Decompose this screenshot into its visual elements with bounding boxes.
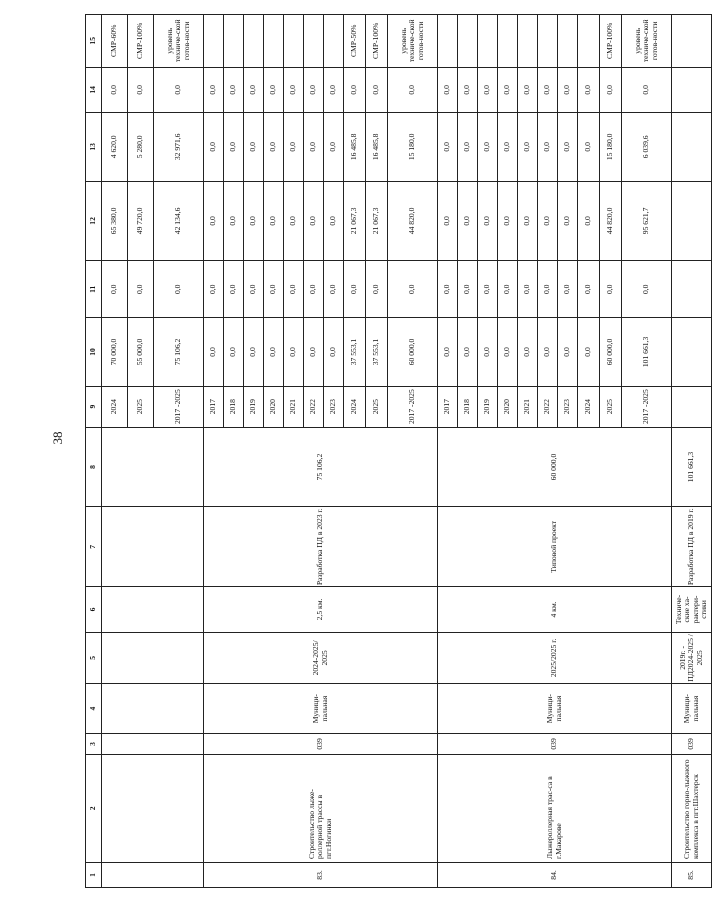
value-cell-col12: 21 067,3 xyxy=(344,181,366,261)
empty-cell-col6 xyxy=(102,587,204,633)
year-cell: 2022 xyxy=(538,386,558,427)
value-cell-col15: уровень техниче-ской готов-ности xyxy=(388,15,438,68)
value-cell-col15 xyxy=(458,15,478,68)
value-cell-col10: 0,0 xyxy=(244,318,264,386)
value-cell-col14: 0,0 xyxy=(224,67,244,113)
value-cell-col11: 0,0 xyxy=(478,261,498,318)
rotated-table-frame xyxy=(85,14,708,888)
value-cell-col11: 0,0 xyxy=(102,261,128,318)
value-cell-col15: СМР-50% xyxy=(344,15,366,68)
value-cell-col15 xyxy=(538,15,558,68)
value-cell-col12: 0,0 xyxy=(284,181,304,261)
empty-cell-col11 xyxy=(672,261,712,318)
value-cell-col10: 0,0 xyxy=(284,318,304,386)
year-cell: 2023 xyxy=(558,386,578,427)
value-cell-col10: 0,0 xyxy=(438,318,458,386)
value-cell-col14: 0,0 xyxy=(622,67,672,113)
value-cell-col11: 0,0 xyxy=(578,261,600,318)
value-cell-col10: 0,0 xyxy=(518,318,538,386)
object-period: 2019г. - ПД2024-2025 / 2025 xyxy=(672,632,712,683)
value-cell-col11: 0,0 xyxy=(558,261,578,318)
year-cell: 2019 xyxy=(244,386,264,427)
value-cell-col11: 0,0 xyxy=(366,261,388,318)
value-cell-col15: уровень техниче-ской готов-ности xyxy=(622,15,672,68)
value-cell-col13: 0,0 xyxy=(498,113,518,181)
value-cell-col11: 0,0 xyxy=(518,261,538,318)
object-capacity: 2,5 км. xyxy=(204,587,438,633)
year-cell: 2022 xyxy=(304,386,324,427)
value-cell-col11: 0,0 xyxy=(498,261,518,318)
object-code: 039 xyxy=(672,734,712,755)
empty-cell-col1 xyxy=(102,862,204,887)
object-cost: 60 000,0 xyxy=(438,427,672,507)
column-header-5: 5 xyxy=(86,632,102,683)
object-ownership: Муници-пальная xyxy=(204,684,438,734)
value-cell-col10: 0,0 xyxy=(224,318,244,386)
object-period: 2025/2025 г. xyxy=(438,632,672,683)
value-cell-col10: 55 000,0 xyxy=(128,318,154,386)
value-cell-col13: 0,0 xyxy=(558,113,578,181)
table-row xyxy=(438,15,458,888)
investment-objects-table xyxy=(85,14,712,888)
value-cell-col13: 0,0 xyxy=(438,113,458,181)
column-header-15: 15 xyxy=(86,15,102,68)
value-cell-col10: 37 553,1 xyxy=(366,318,388,386)
empty-cell-col2 xyxy=(102,754,204,862)
value-cell-col12: 0,0 xyxy=(538,181,558,261)
value-cell-col12: 0,0 xyxy=(478,181,498,261)
value-cell-col10: 37 553,1 xyxy=(344,318,366,386)
value-cell-col15 xyxy=(518,15,538,68)
value-cell-col12: 21 067,3 xyxy=(366,181,388,261)
value-cell-col13: 0,0 xyxy=(284,113,304,181)
year-cell: 2017 xyxy=(204,386,224,427)
value-cell-col11: 0,0 xyxy=(204,261,224,318)
object-docs: Типовой проект xyxy=(438,507,672,587)
empty-cell-col13 xyxy=(672,113,712,181)
value-cell-col14: 0,0 xyxy=(344,67,366,113)
column-header-8: 8 xyxy=(86,427,102,507)
value-cell-col10: 0,0 xyxy=(264,318,284,386)
value-cell-col10: 0,0 xyxy=(204,318,224,386)
object-ownership: Муници-пальная xyxy=(438,684,672,734)
year-cell: 2025 xyxy=(366,386,388,427)
column-header-9: 9 xyxy=(86,386,102,427)
year-cell: 2024 xyxy=(578,386,600,427)
value-cell-col10: 101 661,3 xyxy=(622,318,672,386)
value-cell-col13: 16 485,8 xyxy=(344,113,366,181)
column-header-6: 6 xyxy=(86,587,102,633)
object-capacity: 4 км. xyxy=(438,587,672,633)
value-cell-col14: 0,0 xyxy=(366,67,388,113)
year-cell: 2021 xyxy=(284,386,304,427)
value-cell-col12: 95 621,7 xyxy=(622,181,672,261)
value-cell-col13: 32 971,6 xyxy=(154,113,204,181)
value-cell-col13: 0,0 xyxy=(458,113,478,181)
year-cell: 2025 xyxy=(128,386,154,427)
value-cell-col15: СМР-60% xyxy=(102,15,128,68)
column-header-13: 13 xyxy=(86,113,102,181)
value-cell-col13: 0,0 xyxy=(324,113,344,181)
value-cell-col10: 0,0 xyxy=(538,318,558,386)
value-cell-col12: 0,0 xyxy=(558,181,578,261)
value-cell-col12: 0,0 xyxy=(578,181,600,261)
value-cell-col15: СМР-100% xyxy=(128,15,154,68)
year-cell: 2017 xyxy=(438,386,458,427)
value-cell-col14: 0,0 xyxy=(478,67,498,113)
value-cell-col11: 0,0 xyxy=(622,261,672,318)
value-cell-col14: 0,0 xyxy=(244,67,264,113)
value-cell-col10: 70 000,0 xyxy=(102,318,128,386)
value-cell-col14: 0,0 xyxy=(388,67,438,113)
value-cell-col10: 0,0 xyxy=(458,318,478,386)
value-cell-col13: 5 280,0 xyxy=(128,113,154,181)
value-cell-col11: 0,0 xyxy=(154,261,204,318)
object-name: Лыжероллерная трас-са в г.Макарове xyxy=(438,754,672,862)
value-cell-col10: 0,0 xyxy=(498,318,518,386)
value-cell-col14: 0,0 xyxy=(304,67,324,113)
value-cell-col12: 0,0 xyxy=(498,181,518,261)
empty-cell-col3 xyxy=(102,734,204,755)
value-cell-col11: 0,0 xyxy=(600,261,622,318)
value-cell-col11: 0,0 xyxy=(458,261,478,318)
empty-cell-col15 xyxy=(672,15,712,68)
value-cell-col15 xyxy=(438,15,458,68)
year-cell: 2019 xyxy=(478,386,498,427)
value-cell-col15 xyxy=(244,15,264,68)
value-cell-col15: СМР-100% xyxy=(366,15,388,68)
object-ownership: Муници-пальная xyxy=(672,684,712,734)
object-number: 83. xyxy=(204,862,438,887)
value-cell-col13: 6 039,6 xyxy=(622,113,672,181)
column-header-1: 1 xyxy=(86,862,102,887)
value-cell-col14: 0,0 xyxy=(204,67,224,113)
empty-cell-col10 xyxy=(672,318,712,386)
value-cell-col14: 0,0 xyxy=(102,67,128,113)
value-cell-col11: 0,0 xyxy=(438,261,458,318)
value-cell-col15 xyxy=(264,15,284,68)
value-cell-col15 xyxy=(478,15,498,68)
value-cell-col13: 0,0 xyxy=(518,113,538,181)
object-capacity: Техниче-ские ха-рактери-стики xyxy=(672,587,712,633)
year-cell: 2020 xyxy=(264,386,284,427)
value-cell-col10: 60 000,0 xyxy=(388,318,438,386)
year-cell: 2017 -2025 xyxy=(622,386,672,427)
object-cost: 101 661,3 xyxy=(672,427,712,507)
table-row xyxy=(102,15,128,888)
empty-cell-col12 xyxy=(672,181,712,261)
object-number: 85. xyxy=(672,862,712,887)
value-cell-col13: 15 180,0 xyxy=(388,113,438,181)
value-cell-col13: 0,0 xyxy=(204,113,224,181)
object-docs: Разработка ПД в 2019 г. xyxy=(672,507,712,587)
year-cell: 2020 xyxy=(498,386,518,427)
value-cell-col10: 0,0 xyxy=(558,318,578,386)
value-cell-col11: 0,0 xyxy=(128,261,154,318)
column-header-11: 11 xyxy=(86,261,102,318)
value-cell-col14: 0,0 xyxy=(284,67,304,113)
object-period: 2024-2025/ 2025 xyxy=(204,632,438,683)
value-cell-col12: 0,0 xyxy=(458,181,478,261)
value-cell-col11: 0,0 xyxy=(224,261,244,318)
value-cell-col13: 16 485,8 xyxy=(366,113,388,181)
value-cell-col15 xyxy=(324,15,344,68)
value-cell-col15 xyxy=(578,15,600,68)
value-cell-col12: 0,0 xyxy=(244,181,264,261)
value-cell-col13: 0,0 xyxy=(224,113,244,181)
value-cell-col13: 0,0 xyxy=(478,113,498,181)
value-cell-col11: 0,0 xyxy=(284,261,304,318)
empty-cell-col4 xyxy=(102,684,204,734)
value-cell-col12: 44 820,0 xyxy=(600,181,622,261)
empty-cell-col8 xyxy=(102,427,204,507)
empty-cell-col9 xyxy=(672,386,712,427)
value-cell-col15 xyxy=(558,15,578,68)
year-cell: 2025 xyxy=(600,386,622,427)
empty-cell-col5 xyxy=(102,632,204,683)
year-cell: 2017 -2025 xyxy=(388,386,438,427)
value-cell-col14: 0,0 xyxy=(538,67,558,113)
value-cell-col14: 0,0 xyxy=(324,67,344,113)
value-cell-col13: 0,0 xyxy=(244,113,264,181)
value-cell-col14: 0,0 xyxy=(558,67,578,113)
value-cell-col12: 0,0 xyxy=(438,181,458,261)
value-cell-col11: 0,0 xyxy=(324,261,344,318)
object-code: 039 xyxy=(438,734,672,755)
value-cell-col14: 0,0 xyxy=(498,67,518,113)
value-cell-col14: 0,0 xyxy=(578,67,600,113)
value-cell-col10: 0,0 xyxy=(478,318,498,386)
value-cell-col12: 44 820,0 xyxy=(388,181,438,261)
value-cell-col12: 0,0 xyxy=(324,181,344,261)
value-cell-col14: 0,0 xyxy=(128,67,154,113)
column-header-14: 14 xyxy=(86,67,102,113)
value-cell-col14: 0,0 xyxy=(600,67,622,113)
value-cell-col13: 0,0 xyxy=(264,113,284,181)
column-header-12: 12 xyxy=(86,181,102,261)
empty-cell-col14 xyxy=(672,67,712,113)
value-cell-col10: 60 000,0 xyxy=(600,318,622,386)
year-cell: 2024 xyxy=(344,386,366,427)
value-cell-col15 xyxy=(284,15,304,68)
value-cell-col10: 0,0 xyxy=(304,318,324,386)
value-cell-col11: 0,0 xyxy=(304,261,324,318)
value-cell-col15 xyxy=(498,15,518,68)
header-row xyxy=(86,15,102,888)
object-name: Строительство лыже-роллерной трассы в пгт.Ногинки xyxy=(204,754,438,862)
value-cell-col14: 0,0 xyxy=(518,67,538,113)
value-cell-col12: 0,0 xyxy=(304,181,324,261)
object-row-header xyxy=(672,15,712,888)
year-cell: 2021 xyxy=(518,386,538,427)
value-cell-col11: 0,0 xyxy=(344,261,366,318)
value-cell-col12: 49 720,0 xyxy=(128,181,154,261)
value-cell-col15 xyxy=(224,15,244,68)
object-cost: 75 106,2 xyxy=(204,427,438,507)
value-cell-col13: 0,0 xyxy=(304,113,324,181)
value-cell-col11: 0,0 xyxy=(264,261,284,318)
column-header-2: 2 xyxy=(86,754,102,862)
value-cell-col11: 0,0 xyxy=(244,261,264,318)
value-cell-col12: 42 134,6 xyxy=(154,181,204,261)
value-cell-col12: 65 380,0 xyxy=(102,181,128,261)
value-cell-col13: 4 620,0 xyxy=(102,113,128,181)
year-cell: 2024 xyxy=(102,386,128,427)
value-cell-col13: 0,0 xyxy=(578,113,600,181)
value-cell-col11: 0,0 xyxy=(538,261,558,318)
value-cell-col10: 0,0 xyxy=(578,318,600,386)
value-cell-col15 xyxy=(304,15,324,68)
value-cell-col10: 75 106,2 xyxy=(154,318,204,386)
column-header-10: 10 xyxy=(86,318,102,386)
value-cell-col14: 0,0 xyxy=(438,67,458,113)
object-code: 039 xyxy=(204,734,438,755)
value-cell-col15: СМР-100% xyxy=(600,15,622,68)
value-cell-col14: 0,0 xyxy=(458,67,478,113)
year-cell: 2018 xyxy=(224,386,244,427)
value-cell-col12: 0,0 xyxy=(204,181,224,261)
year-cell: 2023 xyxy=(324,386,344,427)
value-cell-col14: 0,0 xyxy=(264,67,284,113)
object-number: 84. xyxy=(438,862,672,887)
table-container xyxy=(85,14,708,888)
page-number: 38 xyxy=(50,431,65,445)
value-cell-col12: 0,0 xyxy=(224,181,244,261)
empty-cell-col7 xyxy=(102,507,204,587)
year-cell: 2018 xyxy=(458,386,478,427)
value-cell-col13: 15 180,0 xyxy=(600,113,622,181)
year-cell: 2017 -2025 xyxy=(154,386,204,427)
value-cell-col14: 0,0 xyxy=(154,67,204,113)
value-cell-col10: 0,0 xyxy=(324,318,344,386)
value-cell-col11: 0,0 xyxy=(388,261,438,318)
object-docs: Разработка ПД в 2023 г. xyxy=(204,507,438,587)
value-cell-col12: 0,0 xyxy=(518,181,538,261)
column-header-7: 7 xyxy=(86,507,102,587)
column-header-3: 3 xyxy=(86,734,102,755)
value-cell-col13: 0,0 xyxy=(538,113,558,181)
value-cell-col15 xyxy=(204,15,224,68)
object-name: Строительство горно-лыжного комплекса в пгт.Шахтерск xyxy=(672,754,712,862)
table-row xyxy=(204,15,224,888)
value-cell-col12: 0,0 xyxy=(264,181,284,261)
column-header-4: 4 xyxy=(86,684,102,734)
value-cell-col15: уровень техниче-ской готов-ности xyxy=(154,15,204,68)
